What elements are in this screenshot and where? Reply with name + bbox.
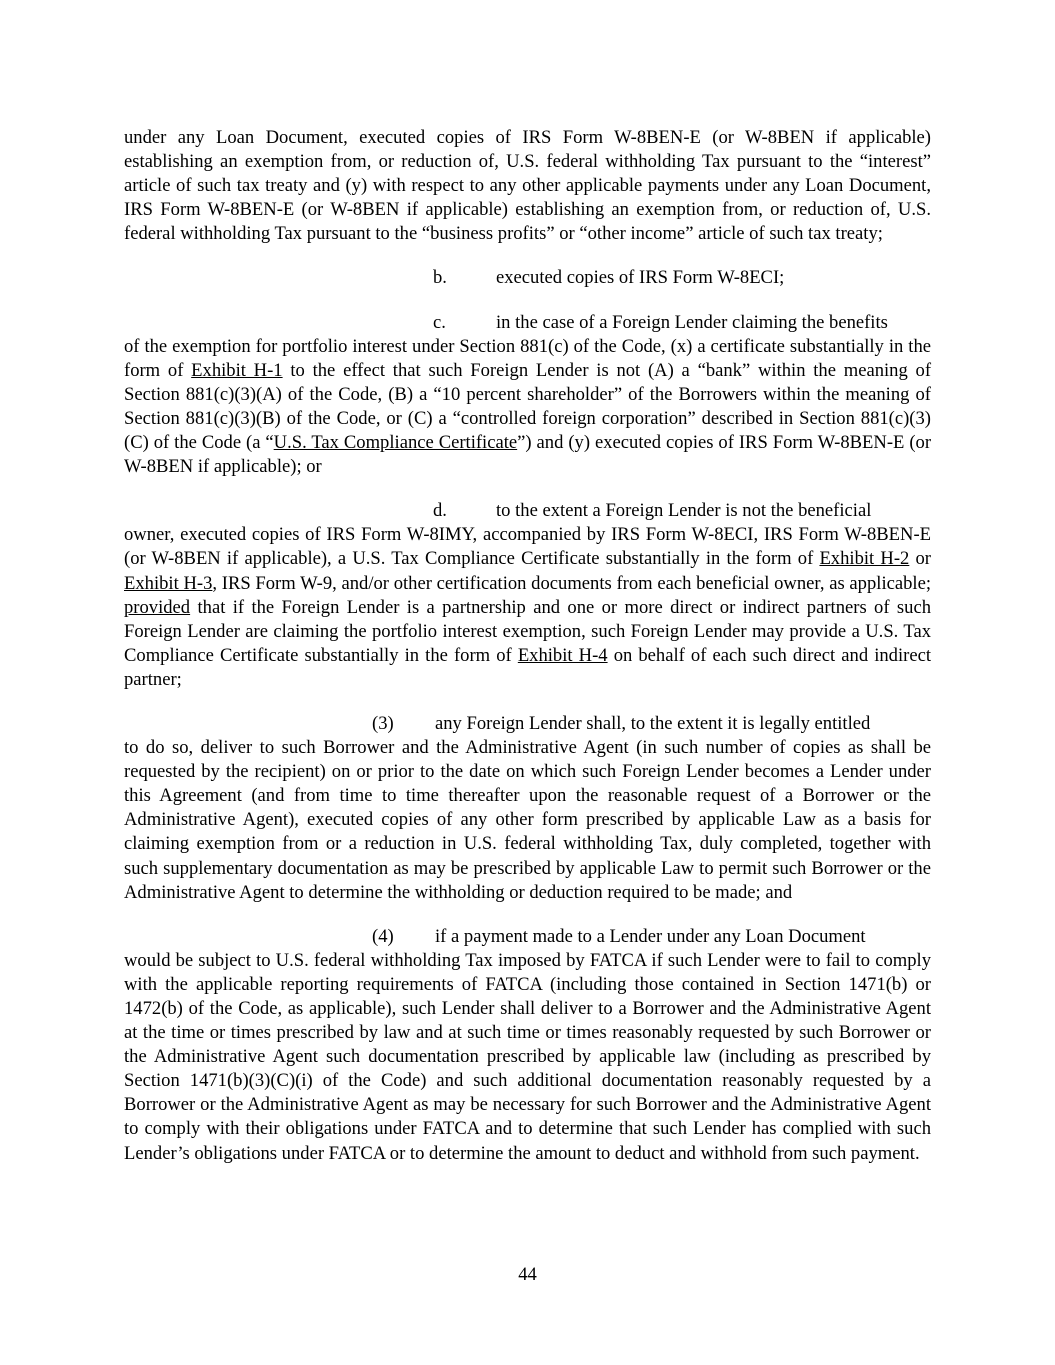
section-4-text: would be subject to U.S. federal withholding Tax imposed by FATCA if such Lender were to fail to comply with the applicable reporting requirements of FATCA (including those contained in Section 1471(b) or 1472(b) of the Code, as applicable), such Lender shall deliver to a Borrower and the Administrative Agent at the time or times prescribed by law and at such time or times reasonably requested by such Borrower or the Administrative Agent such documentation prescribed by applicable law (including as prescribed by Section 1471(b)(3)(C)(i) of the Code) and such additional documentation reasonably requested by a Borrower or the Administrative Agent as may be necessary for such Borrower and the Administrative Agent to comply with their obligations under FATCA and to determine that such Lender has complied with such Lender’s obligations under FATCA or to determine the amount to deduct and withhold from such payment.: [124, 949, 931, 1164]
page-number: 44: [518, 1264, 537, 1285]
clause-d-text-4: on behalf of each such direct and indirect partner;: [124, 644, 932, 690]
clause-b: [124, 266, 931, 290]
section-4-first-text: if a payment made to a Lender under any Loan Document: [435, 925, 866, 947]
clause-d: [124, 499, 931, 692]
paragraph-continuation: under any Loan Document, executed copies of IRS Form W-8BEN-E (or W-8BEN if applicable) establishing an exemption from, or reduction of, U.S. federal withholding Tax pursuant to the “interest” article of such tax treaty and (y) with respect to any other applicable payments under any Loan Document, IRS Form W-8BEN-E (or W-8BEN if applicable) establishing an exemption from, or reduction of, U.S. federal withholding Tax pursuant to the “business profits” or “other income” article of such tax treaty;: [124, 127, 931, 245]
section-3: [124, 712, 931, 905]
clause-d-text-2: , IRS Form W-9, and/or other certification documents from each beneficial owner, as applicable;: [212, 572, 931, 594]
clause-b-text: executed copies of IRS Form W-8ECI;: [496, 267, 785, 289]
section-3-firstline: [124, 712, 931, 736]
clause-c-text-1: of the exemption for portfolio interest under Section 881(c) of the Code, (x) a certificate substantially in the form of: [124, 335, 931, 381]
clause-c-text-2: to the effect that such Foreign Lender is not (A) a “bank” within the meaning of Section 881(c)(3)(A) of the Code, (B) a “10 percent shareholder” of the Borrowers within the meaning of Section 881(c)(3)(B) of the Code, or (C) a “controlled foreign corporation” described in Section 881(c)(3)(C) of the Code (a “: [124, 359, 932, 454]
section-3-label: (3): [372, 712, 394, 734]
clause-d-first-text: to the extent a Foreign Lender is not the beneficial: [496, 500, 872, 522]
clause-c-label: c.: [433, 311, 446, 333]
exhibit-h-3-link: Exhibit H-3: [124, 572, 213, 594]
exhibit-h-2-link: Exhibit H-2: [819, 548, 910, 570]
clause-d-or: or: [915, 548, 931, 570]
clause-c-first-text: in the case of a Foreign Lender claiming the benefits: [496, 311, 888, 333]
clause-c-firstline: [124, 311, 931, 335]
section-3-text: to do so, deliver to such Borrower and the Administrative Agent (in such number of copies as shall be requested by the recipient) on or prior to the date on which such Foreign Lender becomes a Lender under this Agreement (and from time to time thereafter upon the reasonable request of a Borrower or the Administrative Agent), executed copies of any other form prescribed by applicable Law as a basis for claiming exemption from or a reduction in U.S. federal withholding Tax, duly completed, together with such supplementary documentation as may be prescribed by applicable Law to permit such Borrower or the Administrative Agent to determine the withholding or deduction required to be made; and: [124, 737, 931, 903]
clause-d-label: d.: [433, 500, 447, 522]
section-4-firstline: [124, 925, 931, 949]
exhibit-h-4-link: Exhibit H-4: [517, 644, 608, 666]
us-tax-compliance-certificate-term: U.S. Tax Compliance Certificate: [273, 432, 518, 454]
provided-term: provided: [124, 596, 191, 618]
exhibit-h-1-link: Exhibit H-1: [191, 359, 283, 381]
clause-b-label: b.: [433, 267, 447, 289]
section-4-label: (4): [372, 925, 394, 947]
clause-d-text-1: owner, executed copies of IRS Form W-8IMY, accompanied by IRS Form W-8ECI, IRS Form W-8BEN-E (or W-8BEN if applicable), a U.S. Tax Compliance Certificate substantially in the form of: [124, 524, 931, 570]
section-3-first-text: any Foreign Lender shall, to the extent it is legally entitled: [435, 712, 871, 734]
clause-d-firstline: [124, 499, 931, 523]
clause-c-text-3: ”) and (y) executed copies of IRS Form W-8BEN-E (or W-8BEN if applicable); or: [124, 432, 932, 478]
clause-d-text-3: that if the Foreign Lender is a partnership and one or more direct or indirect partners of such Foreign Lender are claiming the portfolio interest exemption, such Foreign Lender may provide a U.S. Tax Compliance Certificate substantially in the form of: [124, 596, 931, 666]
document-page: [124, 126, 931, 1186]
clause-c: [124, 311, 931, 480]
section-4: [124, 925, 931, 1166]
